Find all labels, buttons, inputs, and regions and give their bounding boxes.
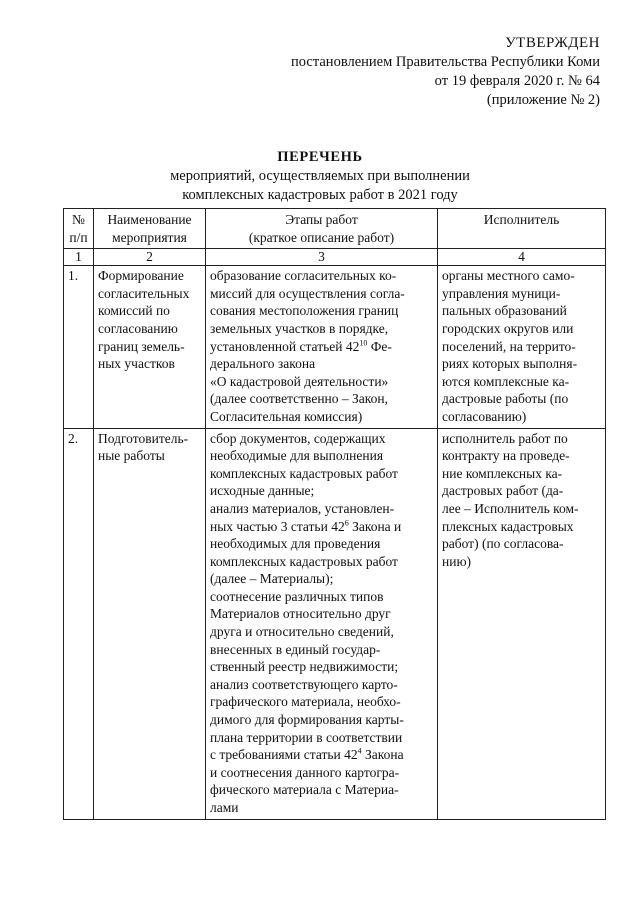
stages-line: анализ соответствующего карто-	[210, 676, 398, 692]
stages-line: комплексных кадастровых работ	[210, 465, 398, 481]
row-number: 1.	[64, 266, 94, 428]
column-numbers-row	[64, 249, 606, 266]
executor-line: поселений, на террито-	[442, 338, 576, 354]
stages-line: (далее – Материалы);	[210, 571, 334, 587]
approval-stamp	[291, 34, 600, 110]
stages-line: плана территории в соответствии	[210, 729, 403, 745]
row-number: 2.	[64, 428, 94, 819]
table-row	[64, 428, 606, 819]
column-number: 1	[64, 249, 94, 266]
executor-line: ются комплексные ка-	[442, 373, 570, 389]
executor-line: управления муници-	[442, 285, 561, 301]
header-stages: Этапы работ (краткое описание работ)	[206, 209, 438, 249]
stages-line: ственный реестр недвижимости;	[210, 659, 399, 675]
executor-line: риях которых выполня-	[442, 356, 578, 372]
executor-line: пальных образований	[442, 303, 567, 319]
stages-line: сбор документов, содержащих	[210, 430, 386, 446]
stages-line: и соотнесения данного картогра-	[210, 764, 400, 780]
executor-line: плексных кадастровых	[442, 518, 574, 534]
executor-line: дастровые работы (по	[442, 391, 569, 407]
stages-line: Согласительная комиссия)	[210, 408, 363, 424]
row-executor	[438, 428, 606, 819]
stages-line: земельных участков в порядке,	[210, 320, 389, 336]
approval-heading: УТВЕРЖДЕН	[505, 35, 600, 51]
executor-line: нию)	[442, 553, 472, 569]
executor-line: контракту на проведе-	[442, 448, 570, 464]
row-stages	[206, 428, 438, 819]
measures-table	[63, 208, 606, 820]
stages-line: внесенных в единый государ-	[210, 641, 381, 657]
executor-line: работ) (по согласова-	[442, 536, 564, 552]
header-name: Наименование мероприятия	[94, 209, 206, 249]
stages-line: димого для формирования карты-	[210, 712, 404, 728]
title-subtitle-2: комплексных кадастровых работ в 2021 году	[182, 187, 458, 203]
stages-line: ных частью 3 статьи $42^6$ Закона и	[210, 518, 402, 534]
name-line: ных участков	[98, 356, 175, 372]
stages-line: (далее соответственно – Закон,	[210, 391, 388, 407]
stages-line: сования местоположения границ	[210, 303, 399, 319]
stages-line: исходные данные;	[210, 483, 315, 499]
stages-line: с требованиями статьи $42^4$ Закона	[210, 746, 404, 763]
header-num: № п/п	[64, 209, 94, 249]
title-subtitle-1: мероприятий, осуществляемых при выполнении	[170, 168, 470, 184]
approval-resolution: постановлением Правительства Республики Коми	[291, 54, 600, 70]
column-number: 4	[438, 249, 606, 266]
name-line: согласительных	[98, 285, 190, 301]
stages-line: необходимых для проведения	[210, 536, 381, 552]
stages-line: необходимые для выполнения	[210, 448, 384, 464]
stages-line: анализ материалов, установлен-	[210, 500, 395, 516]
stages-line: соотнесение различных типов	[210, 588, 384, 604]
name-line: комиссий по	[98, 303, 170, 319]
stages-line: дерального закона	[210, 356, 316, 372]
approval-appendix: (приложение № 2)	[486, 92, 600, 108]
row-executor	[438, 266, 606, 428]
column-number: 2	[94, 249, 206, 266]
executor-line: городских округов или	[442, 320, 574, 336]
title-main: ПЕРЕЧЕНЬ	[277, 149, 363, 165]
name-line: Подготовитель-	[98, 430, 189, 446]
executor-line: органы местного само-	[442, 268, 575, 284]
executor-line: лее – Исполнитель ком-	[442, 500, 579, 516]
stages-line: установленной статьей $42^{10}$ Фе-	[210, 338, 392, 354]
name-line: границ земель-	[98, 338, 185, 354]
executor-line: исполнитель работ по	[442, 430, 568, 446]
document-title	[0, 148, 640, 205]
table-row	[64, 266, 606, 428]
header-executor: Исполнитель	[438, 209, 606, 249]
stages-line: комплексных кадастровых работ	[210, 553, 398, 569]
stages-line: Материалов относительно друг	[210, 606, 391, 622]
name-line: согласованию	[98, 320, 178, 336]
column-number: 3	[206, 249, 438, 266]
stages-line: образование согласительных ко-	[210, 268, 397, 284]
stages-line: «О кадастровой деятельности»	[210, 373, 389, 389]
stages-line: фического материала с Материа-	[210, 782, 399, 798]
executor-line: согласованию)	[442, 408, 527, 424]
stages-line: графического материала, необхо-	[210, 694, 401, 710]
stages-line: миссий для осуществления согла-	[210, 285, 405, 301]
table-header-row	[64, 209, 606, 249]
executor-line: ние комплексных ка-	[442, 465, 563, 481]
row-stages	[206, 266, 438, 428]
stages-line: друга и относительно сведений,	[210, 624, 394, 640]
name-line: Формирование	[98, 268, 184, 284]
approval-date: от 19 февраля 2020 г. № 64	[434, 73, 600, 89]
stages-line: лами	[210, 800, 239, 815]
row-name	[94, 266, 206, 428]
row-name	[94, 428, 206, 819]
name-line: ные работы	[98, 448, 165, 464]
executor-line: дастровых работ (да-	[442, 483, 564, 499]
